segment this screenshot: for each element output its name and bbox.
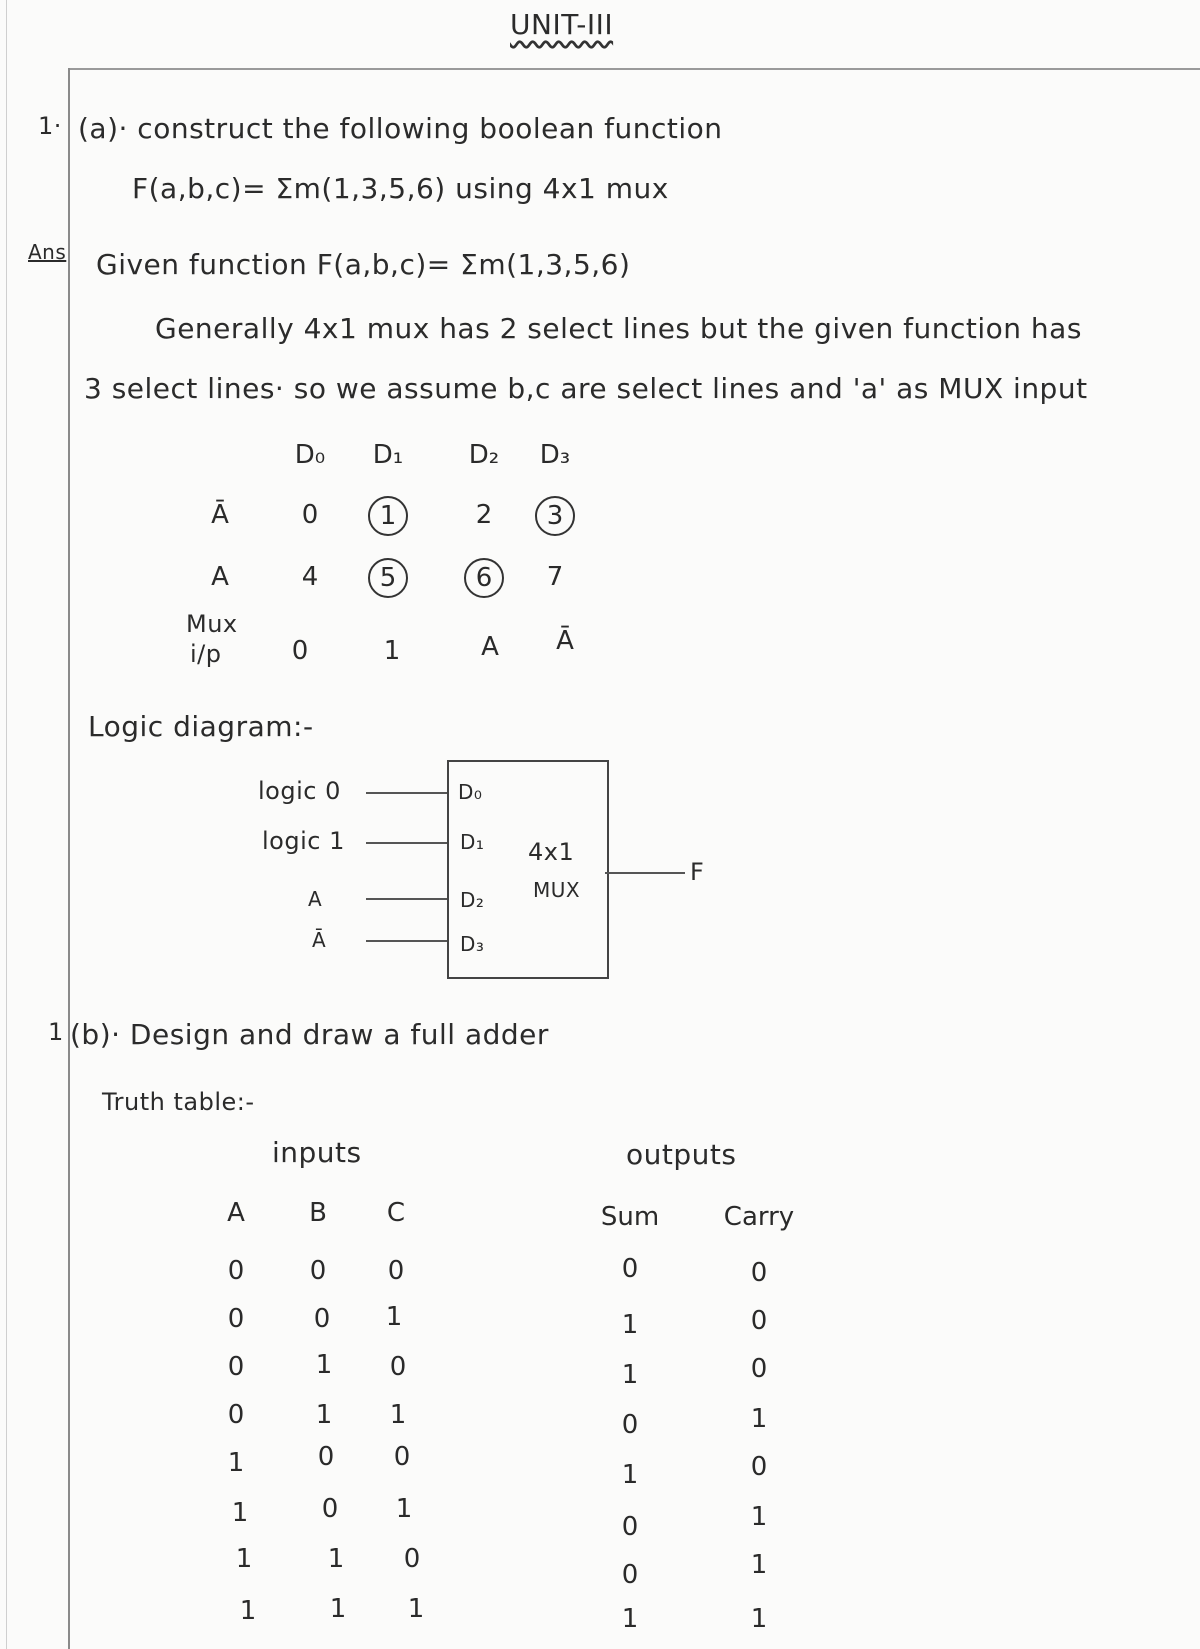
inputs-heading: inputs	[272, 1136, 362, 1169]
imp-row-label-a-bar: Ā	[211, 500, 229, 530]
mux-input-0: 0	[291, 636, 309, 666]
mux-pin-d2: D₂	[460, 888, 485, 912]
tt-cell: 1	[407, 1594, 425, 1624]
tt-cell: 0	[393, 1442, 411, 1472]
tt-cell: 1	[395, 1494, 413, 1524]
diagram-input-a: A	[308, 887, 323, 911]
tt-col-a: A	[227, 1198, 245, 1228]
tt-cell: 1	[315, 1350, 333, 1380]
tt-cell: 1	[385, 1302, 403, 1332]
tt-col-carry: Carry	[723, 1202, 795, 1232]
tt-cell: 0	[621, 1254, 639, 1284]
mux-pin-d0: D₀	[458, 780, 483, 804]
page-title: UNIT-III	[510, 8, 614, 41]
question-1a-text: (a)· construct the following boolean function	[78, 112, 723, 145]
question-1b-text: (b)· Design and draw a full adder	[70, 1018, 549, 1051]
tt-cell: 0	[750, 1306, 768, 1336]
mux-name-line2: MUX	[533, 878, 581, 902]
explanation-line-1: Generally 4x1 mux has 2 select lines but the given function has	[155, 312, 1082, 345]
tt-cell: 1	[750, 1550, 768, 1580]
imp-header-d3: D₃	[539, 440, 571, 470]
wire-output	[605, 872, 685, 874]
tt-col-c: C	[386, 1198, 406, 1228]
question-number: 1·	[38, 112, 62, 140]
wire-d2	[366, 898, 447, 900]
tt-cell: 1	[235, 1544, 253, 1574]
tt-cell: 1	[389, 1400, 407, 1430]
imp-cell-4: 4	[301, 562, 319, 592]
tt-cell: 1	[327, 1544, 345, 1574]
tt-col-sum: Sum	[600, 1202, 660, 1232]
mux-pin-d1: D₁	[460, 830, 485, 854]
tt-cell: 1	[750, 1604, 768, 1634]
tt-cell: 1	[621, 1604, 639, 1634]
top-rule	[68, 68, 1200, 70]
imp-cell-3	[535, 496, 575, 536]
tt-cell: 0	[750, 1258, 768, 1288]
tt-cell: 0	[227, 1352, 245, 1382]
mux-name-line1: 4x1	[528, 838, 575, 866]
imp-header-d2: D₂	[468, 440, 500, 470]
tt-cell: 0	[313, 1304, 331, 1334]
minterm-circle: 6	[464, 558, 504, 598]
tt-cell: 0	[621, 1512, 639, 1542]
tt-cell: 0	[621, 1560, 639, 1590]
tt-cell: 0	[750, 1354, 768, 1384]
diagram-input-logic0: logic 0	[258, 777, 341, 805]
mux-input-3: Ā	[556, 626, 574, 656]
answer-marker: Ans	[28, 240, 67, 264]
given-function: Given function F(a,b,c)= Σm(1,3,5,6)	[96, 248, 631, 281]
imp-row-label-a: A	[211, 562, 229, 592]
tt-cell: 0	[227, 1256, 245, 1286]
tt-cell: 1	[621, 1310, 639, 1340]
tt-cell: 0	[309, 1256, 327, 1286]
tt-cell: 1	[329, 1594, 347, 1624]
mux-input-2: A	[481, 632, 499, 662]
tt-cell: 1	[227, 1448, 245, 1478]
tt-cell: 0	[387, 1256, 405, 1286]
tt-cell: 0	[750, 1452, 768, 1482]
mux-input-label-2: i/p	[190, 640, 222, 668]
imp-cell-6	[464, 558, 504, 598]
diagram-output-f: F	[690, 858, 705, 886]
question-number-1b: 1	[48, 1018, 64, 1046]
wire-d1	[366, 842, 447, 844]
tt-cell: 0	[403, 1544, 421, 1574]
tt-cell: 1	[231, 1498, 249, 1528]
imp-cell-7: 7	[546, 562, 564, 592]
mux-input-label-1: Mux	[186, 610, 238, 638]
logic-diagram-heading: Logic diagram:-	[88, 710, 314, 743]
diagram-input-a-bar: Ā	[312, 928, 327, 952]
mux-pin-d3: D₃	[460, 932, 485, 956]
tt-cell: 0	[227, 1400, 245, 1430]
imp-header-d1: D₁	[372, 440, 404, 470]
minterm-circle: 1	[368, 496, 408, 536]
tt-cell: 1	[315, 1400, 333, 1430]
imp-cell-1	[368, 496, 408, 536]
tt-cell: 1	[239, 1596, 257, 1626]
outputs-heading: outputs	[626, 1138, 737, 1171]
tt-cell: 0	[321, 1494, 339, 1524]
minterm-circle: 3	[535, 496, 575, 536]
explanation-line-2: 3 select lines· so we assume b,c are select lines and 'a' as MUX input	[84, 372, 1088, 405]
imp-cell-2: 2	[475, 500, 493, 530]
tt-cell: 0	[227, 1304, 245, 1334]
tt-cell: 1	[750, 1502, 768, 1532]
imp-header-d0: D₀	[294, 440, 326, 470]
tt-col-b: B	[309, 1198, 327, 1228]
minterm-circle: 5	[368, 558, 408, 598]
tt-cell: 1	[621, 1360, 639, 1390]
tt-cell: 0	[317, 1442, 335, 1472]
wire-d3	[366, 940, 447, 942]
question-1a-function: F(a,b,c)= Σm(1,3,5,6) using 4x1 mux	[132, 172, 669, 205]
tt-cell: 1	[750, 1404, 768, 1434]
mux-input-1: 1	[383, 636, 401, 666]
tt-cell: 0	[621, 1410, 639, 1440]
imp-cell-5	[368, 558, 408, 598]
diagram-input-logic1: logic 1	[262, 827, 345, 855]
imp-cell-0: 0	[301, 500, 319, 530]
wire-d0	[366, 792, 447, 794]
tt-cell: 0	[389, 1352, 407, 1382]
tt-cell: 1	[621, 1460, 639, 1490]
page-edge	[6, 0, 7, 1649]
truth-table-heading: Truth table:-	[102, 1088, 255, 1116]
margin-rule	[68, 68, 70, 1649]
